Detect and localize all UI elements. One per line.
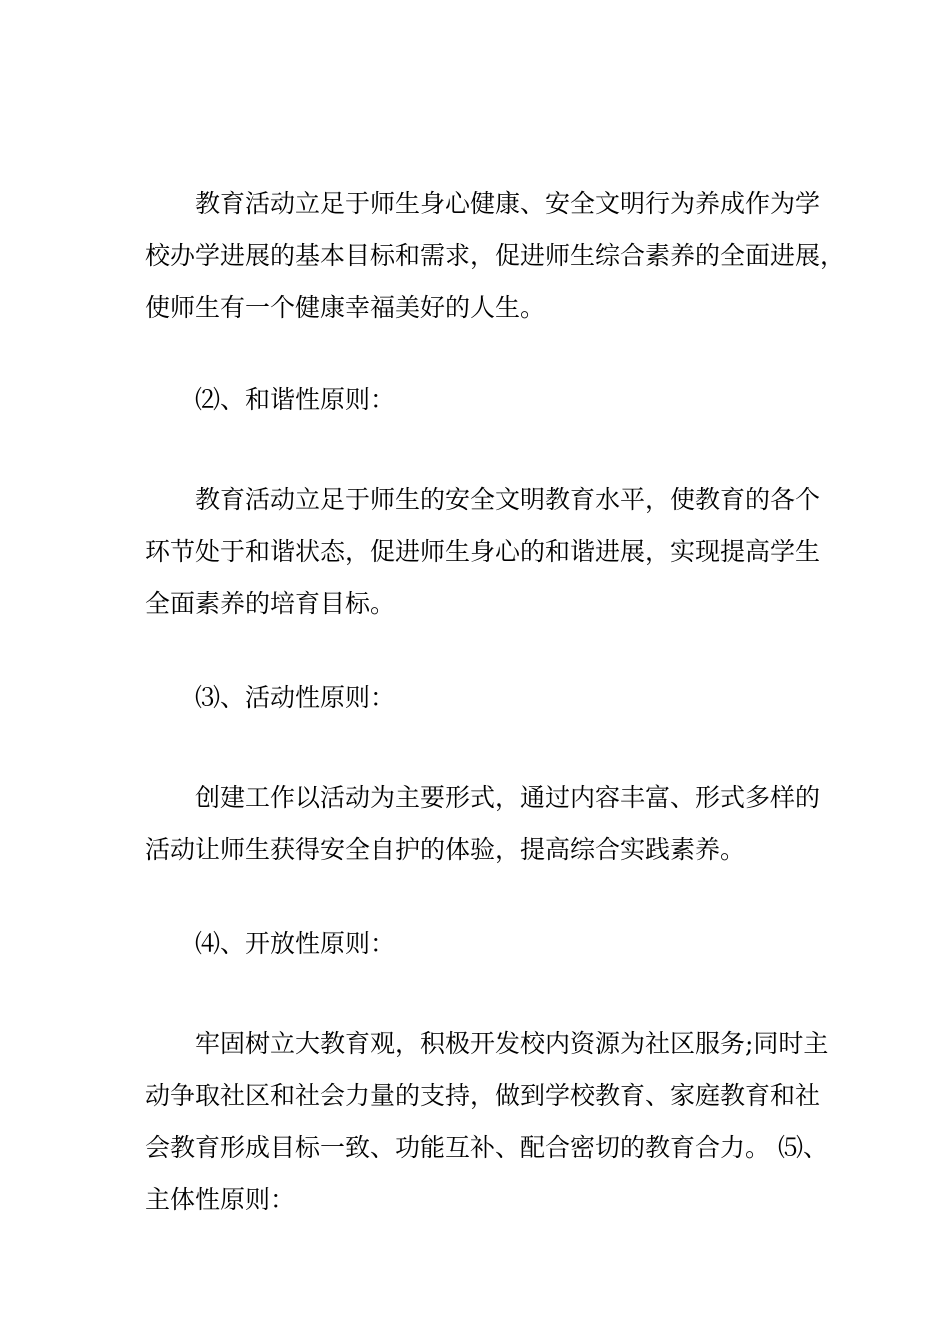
paragraph-line: 创建工作以活动为主要形式，通过内容丰富、形式多样的 xyxy=(195,783,821,812)
paragraph-line: 教育活动立足于师生的安全文明教育水平，使教育的各个 xyxy=(195,485,821,514)
paragraph-line: 环节处于和谐状态，促进师生身心的和谐进展，实现提高学生 xyxy=(145,537,821,566)
paragraph-line: 使师生有一个健康幸福美好的人生。 xyxy=(145,293,546,322)
paragraph-health xyxy=(145,178,846,334)
paragraph-line: 校办学进展的基本目标和需求，促进师生综合素养的全面进展， xyxy=(145,241,846,270)
paragraph-openness xyxy=(145,1018,829,1226)
heading-activity-principle: ⑶、活动性原则： xyxy=(195,683,396,712)
paragraph-line: 活动让师生获得安全自护的体验，提高综合实践素养。 xyxy=(145,835,746,864)
heading-openness-principle: ⑷、开放性原则： xyxy=(195,929,396,958)
paragraph-line: 教育活动立足于师生身心健康、安全文明行为养成作为学 xyxy=(195,189,821,218)
heading-harmony-principle: ⑵、和谐性原则： xyxy=(195,385,396,414)
paragraph-line: 主体性原则： xyxy=(145,1185,296,1214)
paragraph-line: 会教育形成目标一致、功能互补、配合密切的教育合力。 ⑸、 xyxy=(145,1133,828,1162)
paragraph-line: 动争取社区和社会力量的支持，做到学校教育、家庭教育和社 xyxy=(145,1081,821,1110)
paragraph-line: 全面素养的培育目标。 xyxy=(145,589,396,618)
paragraph-harmony xyxy=(145,474,821,630)
paragraph-activity xyxy=(145,772,821,876)
paragraph-line: 牢固树立大教育观，积极开发校内资源为社区服务;同时主 xyxy=(195,1029,829,1058)
